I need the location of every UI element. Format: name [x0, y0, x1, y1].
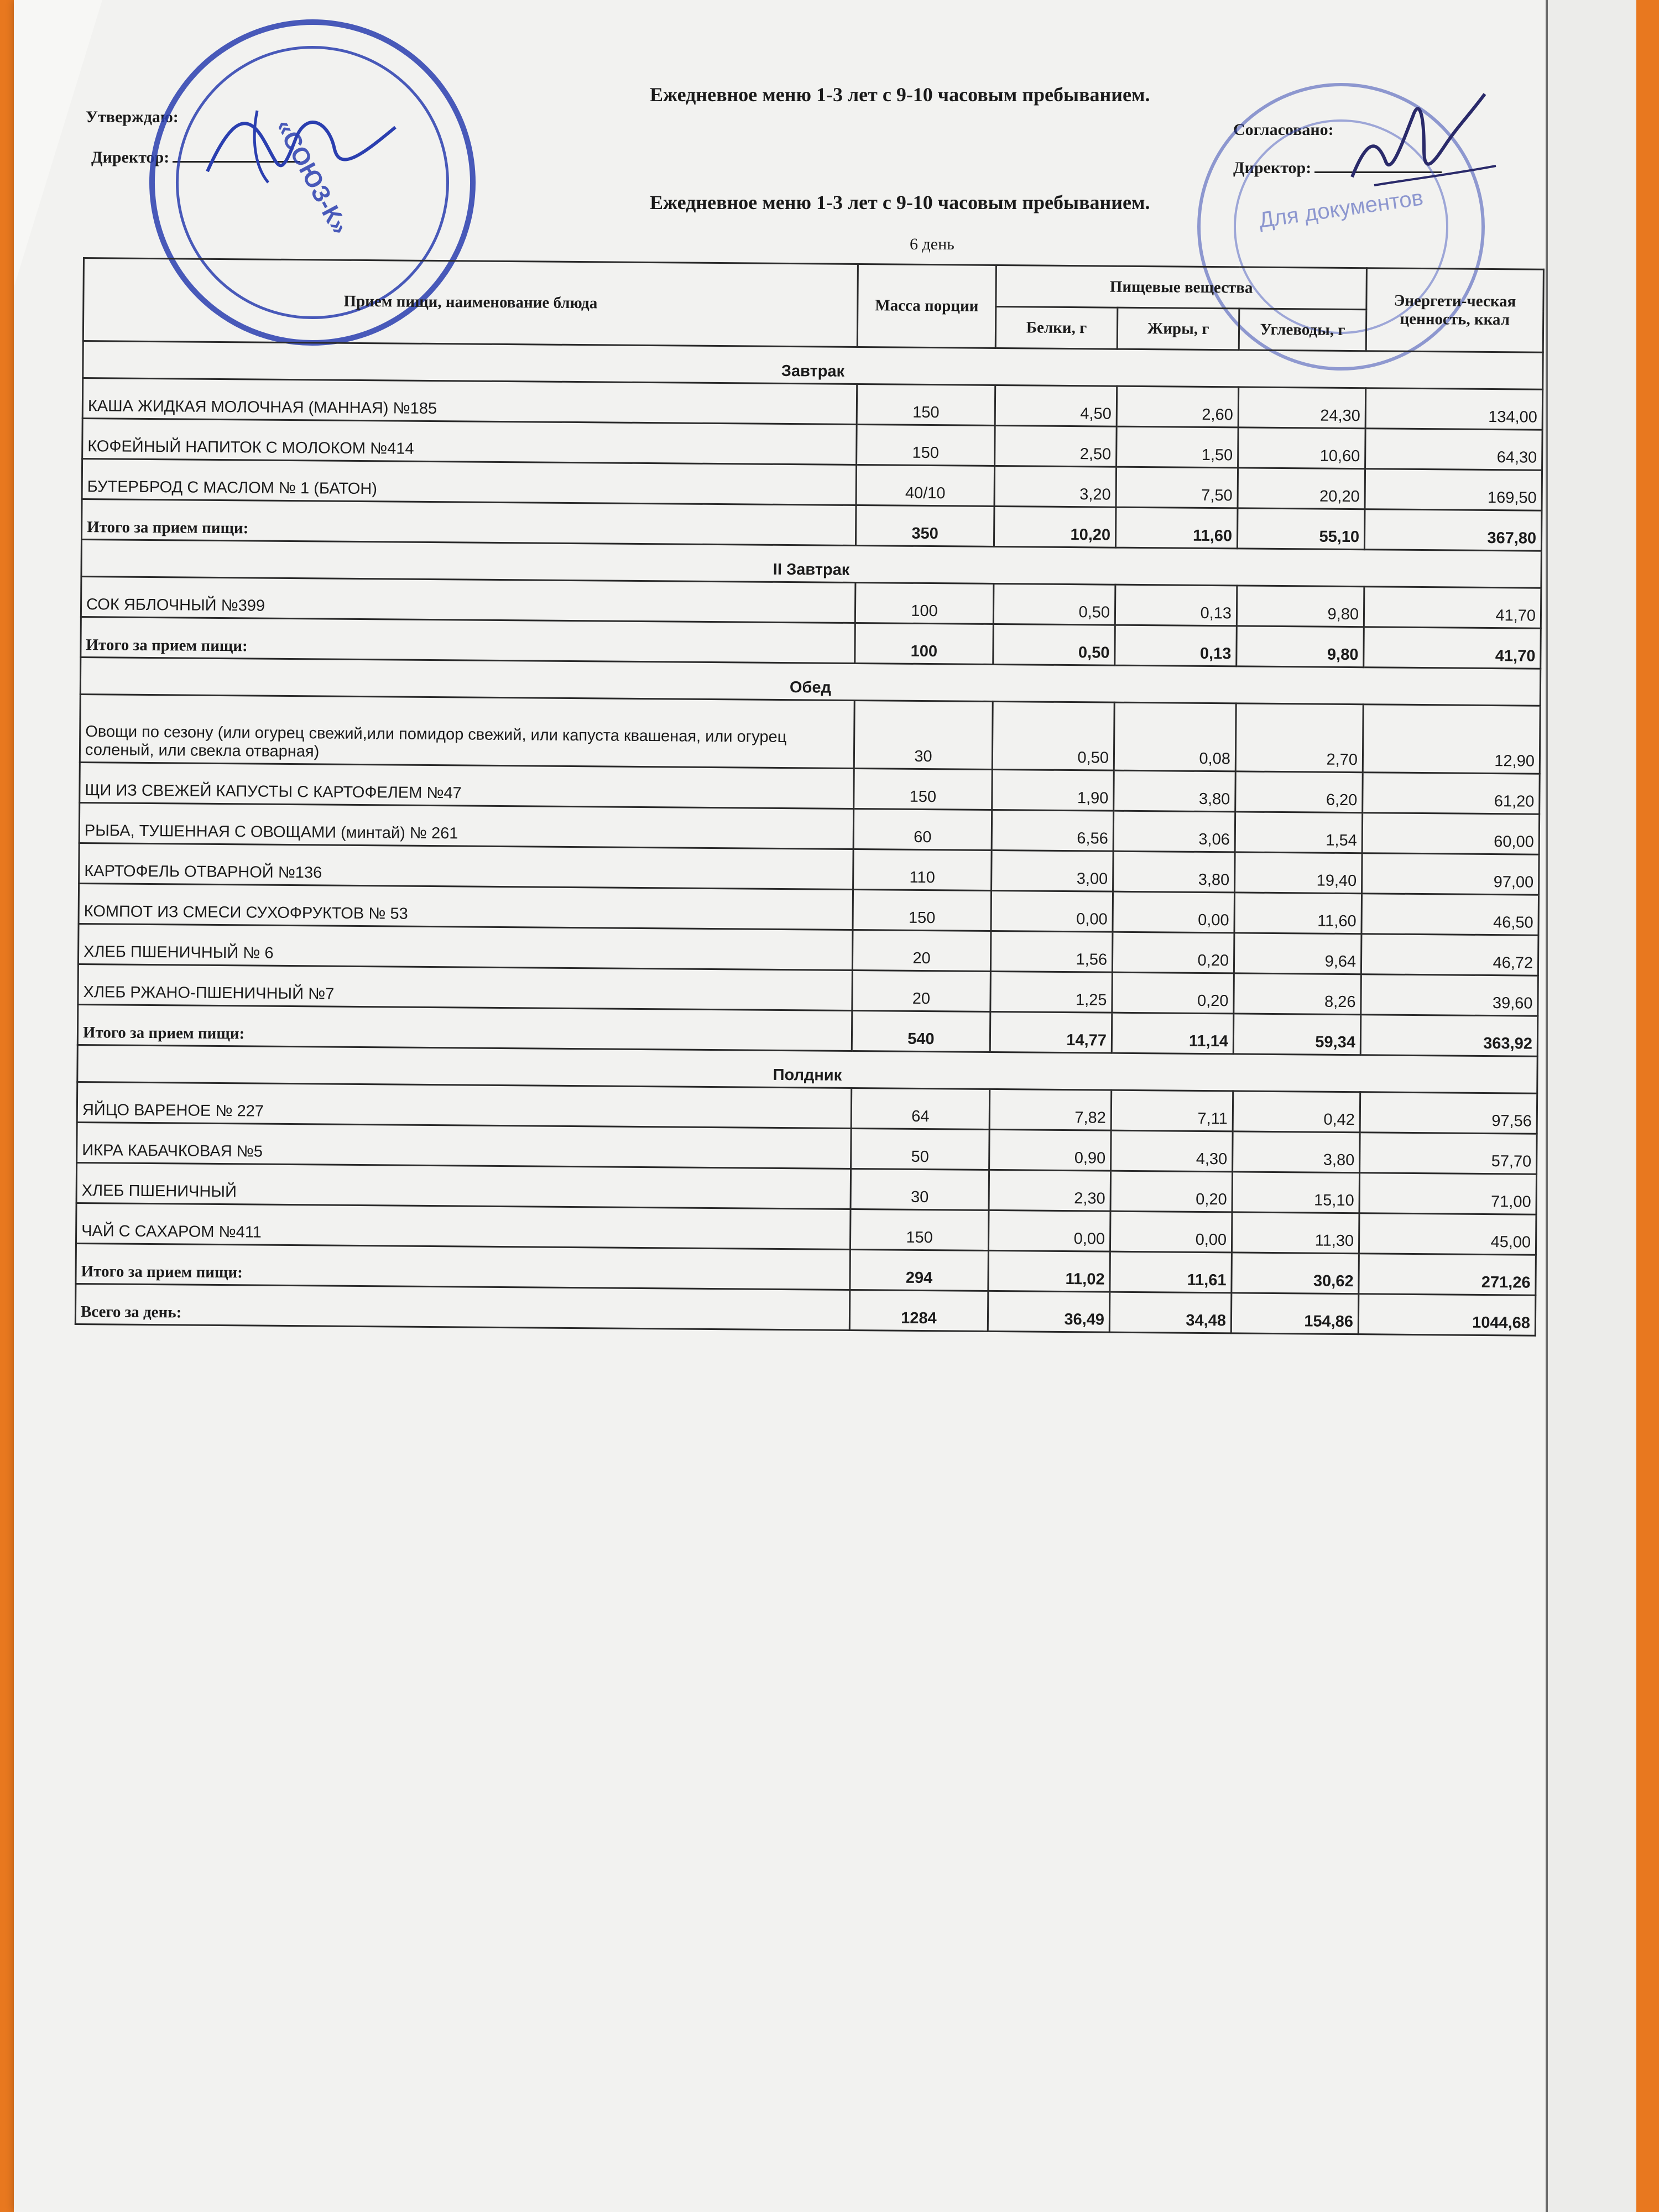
total-carbs: 30,62: [1232, 1253, 1359, 1294]
document-title: Ежедневное меню 1-3 лет с 9-10 часовым пребыванием.: [650, 84, 1150, 106]
total-label: Итого за прием пищи:: [81, 499, 856, 545]
dish-carbs: 20,20: [1238, 468, 1365, 509]
dish-energy: 46,72: [1361, 934, 1538, 976]
dish-mass: 150: [857, 384, 995, 426]
dish-protein: 0,50: [993, 583, 1115, 625]
total-mass: 540: [852, 1010, 990, 1052]
dish-fat: 0,13: [1115, 585, 1237, 626]
dish-protein: 0,00: [991, 890, 1113, 932]
dish-protein: 0,90: [989, 1129, 1112, 1171]
total-fat: 0,13: [1115, 625, 1237, 666]
section-title: Полдник: [77, 1045, 1537, 1093]
dish-fat: 0,00: [1113, 891, 1235, 933]
dish-energy: 45,00: [1359, 1213, 1536, 1255]
page-fold: [14, 0, 102, 288]
header-fat: Жиры, г: [1117, 307, 1239, 350]
approve-label: Утверждаю:: [86, 108, 179, 126]
grand-total-fat: 34,48: [1109, 1292, 1232, 1333]
total-protein: 10,20: [994, 506, 1116, 547]
dish-fat: 3,80: [1113, 851, 1235, 893]
total-energy: 367,80: [1364, 509, 1542, 551]
dish-protein: 2,50: [995, 425, 1117, 467]
dish-name: КАША ЖИДКАЯ МОЛОЧНАЯ (МАННАЯ) №185: [82, 378, 857, 425]
header-energy: Энергети-ческая ценность, ккал: [1366, 268, 1543, 353]
dish-energy: 41,70: [1364, 587, 1541, 629]
stamp-center-text: «СОЮЗ-К»: [270, 114, 354, 239]
dish-name: РЫБА, ТУШЕННАЯ С ОВОЩАМИ (минтай) № 261: [79, 802, 854, 849]
dish-name: ЩИ ИЗ СВЕЖЕЙ КАПУСТЫ С КАРТОФЕЛЕМ №47: [80, 762, 854, 808]
dish-protein: 0,00: [988, 1210, 1110, 1251]
dish-energy: 71,00: [1359, 1173, 1537, 1215]
dish-protein: 0,50: [992, 701, 1114, 770]
section-title: Завтрак: [83, 341, 1543, 390]
total-mass: 294: [850, 1249, 989, 1291]
menu-table: [75, 257, 1545, 1337]
day-label: 6 день: [910, 235, 954, 253]
document-page: [14, 0, 1620, 2212]
dish-protein: 6,56: [992, 810, 1114, 851]
dish-mass: 64: [851, 1088, 990, 1129]
dish-name: ХЛЕБ РЖАНО-ПШЕНИЧНЫЙ №7: [78, 964, 853, 1010]
dish-energy: 61,20: [1363, 773, 1540, 815]
dish-fat: 3,06: [1113, 811, 1235, 852]
total-mass: 350: [855, 505, 994, 546]
total-label: Итого за прием пищи:: [76, 1243, 851, 1290]
dish-name: ИКРА КАБАЧКОВАЯ №5: [77, 1122, 852, 1168]
dish-protein: 1,56: [990, 931, 1113, 972]
total-protein: 14,77: [990, 1011, 1112, 1053]
dish-carbs: 9,64: [1234, 933, 1361, 974]
dish-energy: 64,30: [1365, 429, 1543, 471]
total-energy: 271,26: [1359, 1254, 1536, 1296]
dish-mass: 150: [857, 424, 995, 466]
dish-fat: 4,30: [1111, 1130, 1233, 1172]
dish-fat: 2,60: [1117, 386, 1239, 427]
dish-protein: 3,00: [992, 850, 1114, 891]
dish-mass: 100: [855, 582, 994, 624]
dish-carbs: 3,80: [1233, 1131, 1360, 1173]
dish-carbs: 9,80: [1237, 586, 1364, 627]
dish-mass: 110: [853, 849, 992, 890]
dish-name: КОФЕЙНЫЙ НАПИТОК С МОЛОКОМ №414: [82, 419, 857, 465]
dish-mass: 60: [853, 808, 992, 850]
section-title: II Завтрак: [81, 539, 1541, 588]
header-protein: Белки, г: [995, 306, 1118, 349]
agreed-label: Согласовано:: [1233, 121, 1334, 139]
total-label: Итого за прием пищи:: [81, 617, 855, 663]
dish-mass: 50: [851, 1128, 990, 1170]
dish-name: Овощи по сезону (или огурец свежий,или помидор свежий, или капуста квашеная, или огурец соленый, или свекла отварная): [80, 694, 854, 768]
dish-protein: 4,50: [995, 385, 1117, 426]
dish-mass: 20: [852, 970, 991, 1011]
dish-protein: 3,20: [994, 466, 1117, 507]
document-subtitle: Ежедневное меню 1-3 лет с 9-10 часовым пребыванием.: [650, 191, 1150, 213]
total-carbs: 9,80: [1237, 626, 1364, 667]
dish-carbs: 1,54: [1235, 812, 1363, 853]
dish-mass: 20: [852, 930, 991, 971]
dish-protein: 2,30: [989, 1170, 1111, 1211]
dish-energy: 57,70: [1360, 1133, 1537, 1175]
total-carbs: 59,34: [1233, 1014, 1361, 1055]
dish-carbs: 15,10: [1232, 1172, 1360, 1213]
dish-carbs: 0,42: [1233, 1091, 1360, 1133]
dish-fat: 0,20: [1112, 972, 1234, 1014]
dish-mass: 40/10: [856, 465, 995, 506]
grand-total-label: Всего за день:: [75, 1284, 850, 1330]
dish-carbs: 11,30: [1232, 1212, 1359, 1254]
dish-protein: 1,25: [990, 971, 1113, 1013]
total-fat: 11,14: [1112, 1013, 1234, 1054]
dish-energy: 169,50: [1365, 469, 1542, 511]
total-fat: 11,61: [1110, 1251, 1232, 1293]
grand-total-protein: 36,49: [988, 1291, 1110, 1332]
stamp-center-text: Для документов: [1257, 185, 1425, 233]
dish-energy: 134,00: [1365, 388, 1543, 430]
dish-energy: 39,60: [1361, 974, 1538, 1016]
dish-mass: 150: [854, 768, 993, 810]
dish-carbs: 24,30: [1238, 387, 1366, 429]
header-mass: Масса порции: [857, 264, 996, 348]
dish-name: СОК ЯБЛОЧНЫЙ №399: [81, 576, 855, 623]
header-carbs: Углеводы, г: [1239, 309, 1366, 351]
grand-total-energy: 1044,68: [1358, 1294, 1536, 1336]
menu-table-body: [75, 341, 1543, 1336]
total-energy: 363,92: [1360, 1015, 1538, 1057]
total-mass: 100: [855, 623, 994, 664]
dish-mass: 150: [850, 1209, 989, 1250]
dish-name: ЯЙЦО ВАРЕНОЕ № 227: [77, 1082, 852, 1128]
header-meal: Прием пищи, наименование блюда: [83, 258, 858, 347]
section-title: Обед: [80, 657, 1540, 706]
total-carbs: 55,10: [1237, 508, 1365, 550]
table-row: [80, 694, 1540, 774]
dish-carbs: 19,40: [1235, 852, 1363, 894]
dish-protein: 1,90: [992, 769, 1114, 811]
dish-name: КОМПОТ ИЗ СМЕСИ СУХОФРУКТОВ № 53: [79, 883, 853, 930]
dish-name: ХЛЕБ ПШЕНИЧНЫЙ: [76, 1162, 851, 1209]
dish-carbs: 6,20: [1235, 771, 1363, 813]
dish-energy: 12,90: [1363, 705, 1540, 774]
dish-mass: 150: [853, 889, 992, 931]
dish-fat: 7,11: [1111, 1090, 1233, 1131]
dish-carbs: 10,60: [1238, 427, 1366, 469]
grand-total-mass: 1284: [849, 1290, 988, 1331]
dish-energy: 97,00: [1362, 853, 1540, 895]
approve-director-label: Директор:: [91, 148, 170, 166]
dish-protein: 7,82: [989, 1089, 1112, 1130]
underlying-page-edge: [1546, 0, 1636, 2212]
dish-carbs: 8,26: [1234, 973, 1361, 1015]
dish-fat: 0,20: [1112, 932, 1234, 973]
total-label: Итого за прием пищи:: [77, 1004, 852, 1051]
dish-fat: 0,00: [1110, 1211, 1232, 1253]
dish-energy: 60,00: [1362, 813, 1540, 855]
dish-fat: 3,80: [1114, 770, 1236, 812]
total-energy: 41,70: [1364, 627, 1541, 669]
left-signature: [196, 88, 406, 199]
total-protein: 11,02: [988, 1250, 1110, 1292]
dish-energy: 97,56: [1360, 1092, 1537, 1134]
dish-name: ЧАЙ С САХАРОМ №411: [76, 1203, 851, 1249]
dish-name: БУТЕРБРОД С МАСЛОМ № 1 (БАТОН): [82, 459, 857, 505]
grand-total-carbs: 154,86: [1231, 1293, 1359, 1334]
agreed-director-label: Директор:: [1233, 159, 1312, 177]
dish-carbs: 11,60: [1234, 893, 1362, 934]
dish-name: КАРТОФЕЛЬ ОТВАРНОЙ №136: [79, 843, 854, 889]
right-signature: [1341, 83, 1507, 210]
dish-mass: 30: [851, 1168, 989, 1210]
dish-carbs: 2,70: [1235, 703, 1363, 773]
total-protein: 0,50: [993, 624, 1115, 665]
dish-fat: 0,20: [1110, 1171, 1233, 1212]
dish-name: ХЛЕБ ПШЕНИЧНЫЙ № 6: [78, 924, 853, 970]
header-nutrients: Пищевые вещества: [996, 265, 1367, 309]
total-fat: 11,60: [1115, 507, 1238, 549]
dish-fat: 1,50: [1117, 426, 1239, 468]
dish-mass: 30: [854, 700, 993, 769]
dish-fat: 7,50: [1116, 467, 1238, 508]
dish-energy: 46,50: [1361, 894, 1539, 936]
dish-fat: 0,08: [1114, 702, 1236, 771]
